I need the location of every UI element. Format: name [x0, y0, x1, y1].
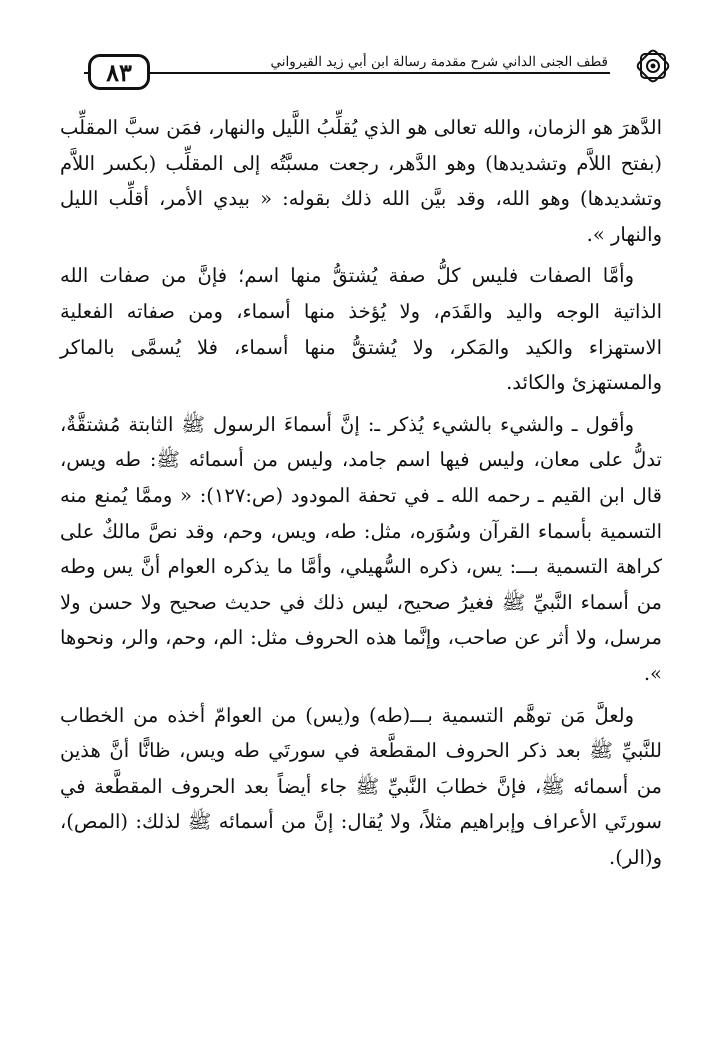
- running-header: [84, 42, 654, 90]
- paragraph-1: الدَّهرَ هو الزمان، والله تعالى هو الذي يُقلِّبُ اللَّيل والنهار، فمَن سبَّ المقلِّب (بفتح اللاَّم وتشديدها) وهو الدَّهر، رجعت مسبَّتُه إلى المقلِّب (بكسر اللاَّم وتشديدها) وهو الله، وقد بيَّن الله ذلك بقوله: « بيدي الأمر، أقلِّب الليل والنهار ».: [60, 116, 662, 246]
- paragraph-4: ولعلَّ مَن توهَّم التسمية بـــ(طه) و(يس) من العوامّ أخذه من الخطاب للنَّبيِّ ﷺ بعد ذكر الحروف المقطَّعة في سورتَي طه ويس، ظانًّا أنَّ هذين من أسمائه ﷺ، فإنَّ خطابَ النَّبيِّ ﷺ جاء أيضاً بعد الحروف المقطَّعة في سورتَي الأعراف وإبراهيم مثلاً، ولا يُقال: إنَّ من أسمائه ﷺ لذلك: (المص)، و(الر).: [60, 703, 662, 869]
- book-title: قطف الجنى الداني شرح مقدمة رسالة ابن أبي زيد القيرواني: [270, 54, 608, 70]
- paragraph-3: وأقول ـ والشيء بالشيء يُذكر ـ: إنَّ أسماءَ الرسول ﷺ الثابتة مُشتقَّةٌ، تدلُّ على معان، وليس فيها اسم جامد، وليس من أسمائه ﷺ: طه ويس، قال ابن القيم ـ رحمه الله ـ في تحفة المودود (ص:١٢٧): « وممَّا يُمنع منه التسمية بأسماء القرآن وسُوَره، مثل: طه، ويس، وحم، وقد نصَّ مالكٌ على كراهة التسمية بـــ: يس، ذكره السُّهيلي، وأمَّا ما يذكره العوام أنَّ يس وطه من أسماء النَّبيِّ ﷺ فغيرُ صحيح، ليس ذلك في حديث صحيح ولا حسن ولا مرسل، ولا أثر عن صاحب، وإنَّما هذه الحروف مثل: الم، وحم، والر، ونحوها ».: [60, 412, 662, 685]
- page-number: ٨٣: [88, 54, 150, 90]
- header-rule: [84, 72, 610, 74]
- paragraph-2: وأمَّا الصفات فليس كلُّ صفة يُشتقُّ منها اسم؛ فإنَّ من صفات الله الذاتية الوجه واليد والقَدَم، ولا يُؤخذ منها أسماء، ومن صفاته الفعلية الاستهزاء والكيد والمَكر، ولا يُشتقُّ منها أسماء، فلا يُسمَّى بالماكر والمستهزئ والكائد.: [60, 264, 662, 395]
- page-body: [60, 110, 662, 881]
- octagonal-star-ornament-icon: [630, 45, 676, 87]
